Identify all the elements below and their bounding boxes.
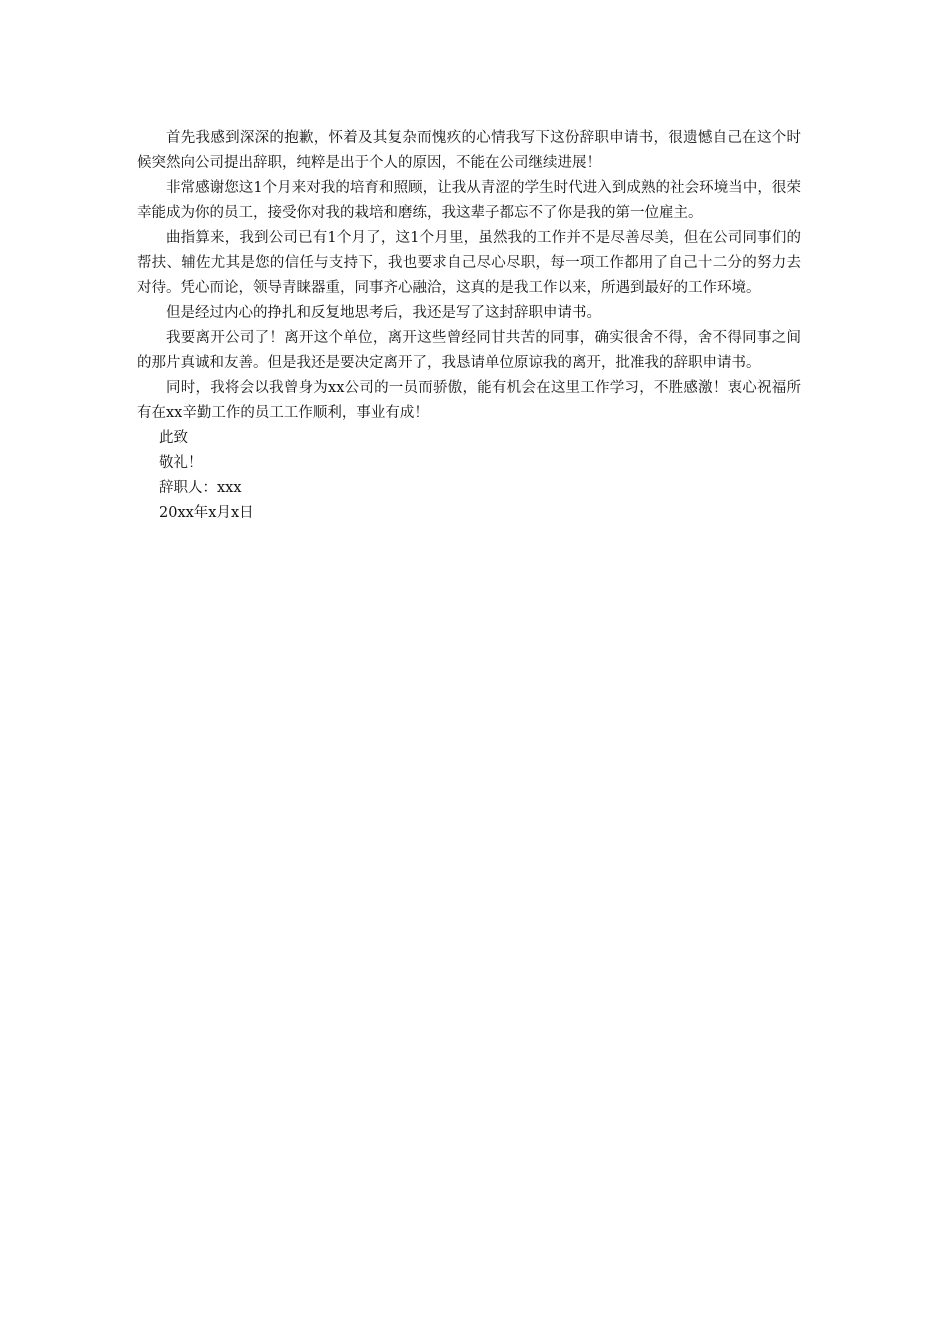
signer-line: 辞职人：xxx [159, 480, 242, 496]
paragraph-4: 但是经过内心的挣扎和反复地思考后，我还是写了这封辞职申请书。 [166, 305, 601, 321]
paragraph-3: 曲指算来，我到公司已有1个月了，这1个月里，虽然我的工作并不是尽善尽美，但在公司同事们的帮扶、辅佐尤其是您的信任与支持下，我也要求自己尽心尽职，每一项工作都用了自己十二分的努力去对待。凭心而论，领导青睐器重，同事齐心融洽，这真的是我工作以来，所遇到最好的工作环境。 [137, 230, 801, 296]
date-line: 20xx年x月x日 [159, 505, 254, 521]
letter-body [137, 126, 801, 526]
paragraph-1: 首先我感到深深的抱歉，怀着及其复杂而愧疚的心情我写下这份辞职申请书，很遗憾自己在这个时候突然向公司提出辞职，纯粹是出于个人的原因，不能在公司继续进展！ [137, 130, 801, 171]
closing-salutation: 此致 [159, 430, 188, 446]
closing-regards: 敬礼！ [159, 455, 203, 471]
paragraph-2: 非常感谢您这1个月来对我的培育和照顾，让我从青涩的学生时代进入到成熟的社会环境当中，很荣幸能成为你的员工，接受你对我的栽培和磨练，我这辈子都忘不了你是我的第一位雇主。 [137, 180, 801, 221]
paragraph-5: 我要离开公司了！离开这个单位，离开这些曾经同甘共苦的同事，确实很舍不得，舍不得同事之间的那片真诚和友善。但是我还是要决定离开了，我恳请单位原谅我的离开，批准我的辞职申请书。 [137, 330, 801, 371]
paragraph-6: 同时，我将会以我曾身为xx公司的一员而骄傲，能有机会在这里工作学习，不胜感激！衷心祝福所有在xx辛勤工作的员工工作顺利，事业有成！ [137, 380, 801, 421]
